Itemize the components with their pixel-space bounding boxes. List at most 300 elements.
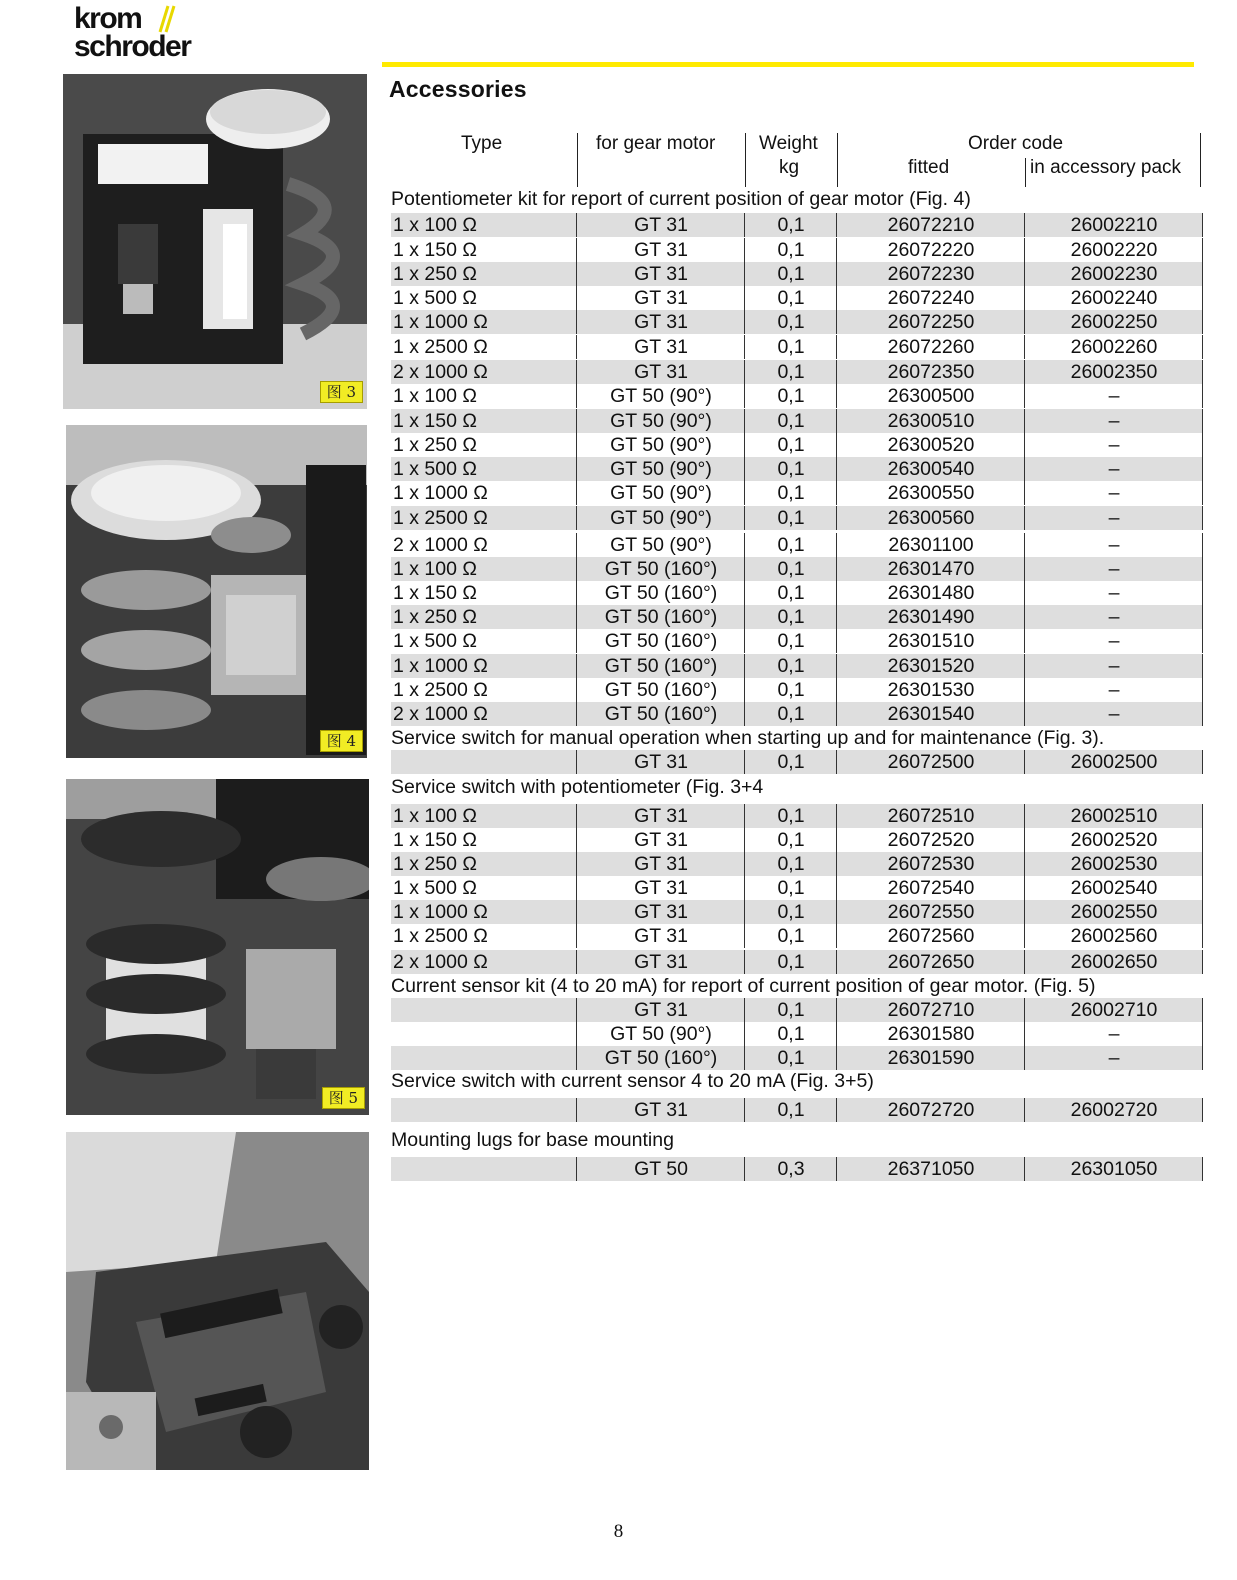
open-housing-photo	[66, 1132, 369, 1470]
cell-order-pack: 26002710	[1070, 999, 1158, 1021]
section-label: Service switch with current sensor 4 to 20 mA (Fig. 3+5)	[391, 1070, 874, 1092]
column-divider	[576, 409, 577, 433]
cell-gear-motor: GT 50 (160°)	[604, 703, 718, 725]
column-divider	[1024, 828, 1025, 852]
cell-gear-motor: GT 31	[634, 336, 688, 358]
column-divider	[744, 950, 745, 974]
column-divider	[744, 876, 745, 900]
column-divider	[744, 481, 745, 505]
column-divider	[1024, 900, 1025, 924]
column-divider	[576, 213, 577, 237]
header-divider	[577, 133, 578, 187]
header-accessory-pack: in accessory pack	[1030, 157, 1182, 178]
cell-type: 2 x 1000 Ω	[393, 361, 488, 383]
cell-gear-motor: GT 50 (90°)	[610, 534, 712, 556]
cell-order-pack: –	[1108, 1023, 1120, 1045]
column-divider	[1202, 1046, 1203, 1070]
cell-weight: 0,1	[777, 458, 805, 480]
column-divider	[836, 238, 837, 262]
cell-order-pack: –	[1108, 606, 1120, 628]
cell-gear-motor: GT 31	[634, 853, 688, 875]
table-row	[391, 262, 1203, 286]
cell-gear-motor: GT 50 (160°)	[604, 679, 718, 701]
krom-schroder-logo	[74, 4, 204, 64]
column-divider	[576, 1046, 577, 1070]
cell-gear-motor: GT 31	[634, 925, 688, 947]
column-divider	[836, 286, 837, 310]
column-divider	[744, 900, 745, 924]
table-row	[391, 409, 1203, 433]
table-row	[391, 335, 1203, 359]
table-row	[391, 924, 1203, 948]
cell-gear-motor: GT 31	[634, 999, 688, 1021]
column-divider	[576, 533, 577, 557]
column-divider	[836, 557, 837, 581]
column-divider	[576, 950, 577, 974]
column-divider	[744, 310, 745, 334]
column-divider	[1202, 678, 1203, 702]
column-divider	[836, 1157, 837, 1181]
cell-type: 1 x 500 Ω	[393, 630, 477, 652]
column-divider	[1024, 286, 1025, 310]
cell-weight: 0,1	[777, 239, 805, 261]
table-row	[391, 804, 1203, 828]
cell-gear-motor: GT 50 (90°)	[610, 1023, 712, 1045]
page-title: Accessories	[389, 76, 527, 102]
column-divider	[744, 360, 745, 384]
cell-order-pack: 26002560	[1070, 925, 1158, 947]
cell-weight: 0,1	[777, 606, 805, 628]
table-row	[391, 629, 1203, 653]
cell-type: 1 x 250 Ω	[393, 606, 477, 628]
cell-order-fitted: 26072710	[887, 999, 975, 1021]
cell-order-fitted: 26072500	[887, 751, 975, 773]
column-divider	[1024, 1046, 1025, 1070]
cell-order-fitted: 26301100	[888, 534, 974, 556]
cell-order-pack: –	[1108, 630, 1120, 652]
column-divider	[576, 335, 577, 359]
cell-order-fitted: 26072560	[887, 925, 975, 947]
cell-order-fitted: 26072530	[887, 853, 975, 875]
cell-type: 2 x 1000 Ω	[393, 534, 488, 556]
cell-gear-motor: GT 50 (90°)	[610, 458, 712, 480]
column-divider	[1202, 262, 1203, 286]
cell-weight: 0,1	[777, 434, 805, 456]
column-divider	[1024, 702, 1025, 726]
cell-gear-motor: GT 31	[634, 901, 688, 923]
column-divider	[1202, 481, 1203, 505]
column-divider	[744, 629, 745, 653]
column-divider	[836, 335, 837, 359]
column-divider	[1024, 581, 1025, 605]
cell-order-pack: 26002510	[1070, 805, 1158, 827]
column-divider	[576, 924, 577, 948]
column-divider	[1202, 533, 1203, 557]
cell-weight: 0,1	[777, 361, 805, 383]
column-divider	[1202, 409, 1203, 433]
column-divider	[1024, 310, 1025, 334]
column-divider	[836, 654, 837, 678]
cell-order-pack: –	[1108, 458, 1120, 480]
section-label: Mounting lugs for base mounting	[391, 1129, 674, 1151]
column-divider	[1202, 950, 1203, 974]
cell-gear-motor: GT 31	[634, 829, 688, 851]
cell-weight: 0,1	[777, 410, 805, 432]
column-divider	[576, 262, 577, 286]
column-divider	[1202, 654, 1203, 678]
column-divider	[1024, 360, 1025, 384]
cell-type: 2 x 1000 Ω	[393, 951, 488, 973]
cell-order-fitted: 26300520	[887, 434, 975, 456]
column-divider	[1024, 654, 1025, 678]
column-divider	[1202, 1022, 1203, 1046]
cell-weight: 0,1	[777, 703, 805, 725]
table-row	[391, 1157, 1203, 1181]
section-label: Service switch with potentiometer (Fig. 3+4	[391, 776, 764, 798]
column-divider	[1024, 678, 1025, 702]
column-divider	[576, 433, 577, 457]
cell-order-pack: 26002250	[1070, 311, 1158, 333]
cell-type: 1 x 150 Ω	[393, 239, 477, 261]
cell-order-pack: 26002230	[1070, 263, 1158, 285]
header-divider	[1200, 133, 1201, 187]
column-divider	[744, 924, 745, 948]
cell-weight: 0,1	[777, 999, 805, 1021]
cell-type: 1 x 100 Ω	[393, 385, 477, 407]
column-divider	[1202, 998, 1203, 1022]
cell-gear-motor: GT 50 (90°)	[610, 434, 712, 456]
cell-order-fitted: 26072250	[887, 311, 975, 333]
column-divider	[1202, 876, 1203, 900]
column-divider	[836, 1046, 837, 1070]
cell-gear-motor: GT 50 (160°)	[604, 1047, 718, 1069]
figure-4-label: 图 4	[320, 730, 363, 752]
table-row	[391, 852, 1203, 876]
column-divider	[1202, 852, 1203, 876]
column-divider	[744, 581, 745, 605]
cell-order-pack: –	[1108, 679, 1120, 701]
table-row	[391, 678, 1203, 702]
cell-order-pack: –	[1108, 1047, 1120, 1069]
cell-type: 1 x 1000 Ω	[393, 482, 488, 504]
logo-word-krom: krom	[74, 2, 142, 35]
cell-gear-motor: GT 50 (160°)	[604, 582, 718, 604]
column-divider	[1024, 998, 1025, 1022]
table-row	[391, 457, 1203, 481]
column-divider	[576, 1022, 577, 1046]
cell-order-fitted: 26072260	[887, 336, 975, 358]
cell-type: 1 x 2500 Ω	[393, 679, 488, 701]
column-divider	[576, 286, 577, 310]
cell-type: 1 x 1000 Ω	[393, 655, 488, 677]
cell-type: 1 x 150 Ω	[393, 829, 477, 851]
cell-type: 1 x 150 Ω	[393, 410, 477, 432]
column-divider	[576, 654, 577, 678]
cell-weight: 0,1	[777, 558, 805, 580]
cell-type: 1 x 100 Ω	[393, 214, 477, 236]
column-divider	[836, 750, 837, 774]
cell-weight: 0,1	[777, 1099, 805, 1121]
cell-gear-motor: GT 31	[634, 1099, 688, 1121]
column-divider	[1202, 605, 1203, 629]
column-divider	[836, 506, 837, 530]
column-divider	[576, 750, 577, 774]
table-row	[391, 828, 1203, 852]
column-divider	[576, 876, 577, 900]
column-divider	[744, 750, 745, 774]
header-divider	[1025, 158, 1026, 187]
column-divider	[836, 213, 837, 237]
table-row	[391, 533, 1203, 557]
cell-order-pack: 26002550	[1070, 901, 1158, 923]
column-divider	[576, 900, 577, 924]
cell-weight: 0,1	[777, 336, 805, 358]
column-divider	[744, 678, 745, 702]
cell-order-pack: –	[1108, 410, 1120, 432]
cell-weight: 0,1	[777, 1023, 805, 1045]
column-divider	[1202, 286, 1203, 310]
cell-weight: 0,1	[777, 582, 805, 604]
table-header	[389, 132, 1204, 188]
column-divider	[836, 1022, 837, 1046]
table-row	[391, 998, 1203, 1022]
cell-gear-motor: GT 31	[634, 805, 688, 827]
column-divider	[1024, 605, 1025, 629]
column-divider	[836, 605, 837, 629]
cell-order-fitted: 26300500	[887, 385, 975, 407]
column-divider	[744, 654, 745, 678]
cell-weight: 0,1	[777, 507, 805, 529]
column-divider	[744, 828, 745, 852]
column-divider	[1024, 924, 1025, 948]
column-divider	[836, 360, 837, 384]
column-divider	[1202, 1157, 1203, 1181]
cell-order-fitted: 26301520	[887, 655, 975, 677]
table-row	[391, 238, 1203, 262]
cell-order-pack: –	[1108, 558, 1120, 580]
cell-gear-motor: GT 31	[634, 311, 688, 333]
cell-order-fitted: 26072650	[887, 951, 975, 973]
cell-order-pack: 26002210	[1070, 214, 1158, 236]
cell-gear-motor: GT 31	[634, 239, 688, 261]
column-divider	[1202, 335, 1203, 359]
table-row	[391, 557, 1203, 581]
cell-order-fitted: 26072510	[887, 805, 975, 827]
column-divider	[1202, 828, 1203, 852]
column-divider	[1024, 950, 1025, 974]
column-divider	[1202, 702, 1203, 726]
column-divider	[576, 702, 577, 726]
cell-order-pack: 26002220	[1070, 239, 1158, 261]
column-divider	[836, 702, 837, 726]
cell-weight: 0,1	[777, 805, 805, 827]
column-divider	[836, 852, 837, 876]
cell-type: 1 x 1000 Ω	[393, 311, 488, 333]
column-divider	[744, 998, 745, 1022]
cell-order-pack: –	[1108, 655, 1120, 677]
cell-type: 1 x 500 Ω	[393, 287, 477, 309]
column-divider	[576, 457, 577, 481]
column-divider	[836, 384, 837, 408]
column-divider	[1024, 557, 1025, 581]
page-number: 8	[613, 1521, 624, 1542]
cell-weight: 0,1	[777, 385, 805, 407]
cell-order-pack: –	[1108, 434, 1120, 456]
cell-weight: 0,1	[777, 925, 805, 947]
column-divider	[576, 605, 577, 629]
column-divider	[836, 481, 837, 505]
table-row	[391, 360, 1203, 384]
cell-weight: 0,3	[777, 1158, 805, 1180]
cell-gear-motor: GT 31	[634, 877, 688, 899]
cell-order-pack: 26002530	[1070, 853, 1158, 875]
header-weight: Weight	[759, 133, 818, 154]
cell-order-pack: –	[1108, 482, 1120, 504]
column-divider	[836, 900, 837, 924]
column-divider	[1024, 457, 1025, 481]
column-divider	[1202, 900, 1203, 924]
cell-order-pack: 26002240	[1070, 287, 1158, 309]
column-divider	[744, 1157, 745, 1181]
column-divider	[836, 1098, 837, 1122]
column-divider	[1024, 1022, 1025, 1046]
cell-type: 2 x 1000 Ω	[393, 703, 488, 725]
column-divider	[744, 262, 745, 286]
cell-gear-motor: GT 31	[634, 951, 688, 973]
column-divider	[836, 457, 837, 481]
cell-weight: 0,1	[777, 214, 805, 236]
column-divider	[836, 533, 837, 557]
cell-weight: 0,1	[777, 829, 805, 851]
cell-order-pack: –	[1108, 385, 1120, 407]
header-weight-unit: kg	[779, 157, 800, 178]
table-row	[391, 702, 1203, 726]
column-divider	[576, 238, 577, 262]
column-divider	[1024, 409, 1025, 433]
column-divider	[744, 286, 745, 310]
table-row	[391, 506, 1203, 530]
cell-gear-motor: GT 50 (90°)	[610, 385, 712, 407]
cell-weight: 0,1	[777, 877, 805, 899]
column-divider	[744, 506, 745, 530]
cell-order-fitted: 26301510	[887, 630, 975, 652]
column-divider	[744, 804, 745, 828]
cell-weight: 0,1	[777, 534, 805, 556]
table-row	[391, 1098, 1203, 1122]
column-divider	[1024, 852, 1025, 876]
cell-weight: 0,1	[777, 1047, 805, 1069]
cell-order-fitted: 26072220	[887, 239, 975, 261]
column-divider	[836, 262, 837, 286]
cell-order-pack: 26301050	[1070, 1158, 1158, 1180]
table-row	[391, 900, 1203, 924]
cell-weight: 0,1	[777, 853, 805, 875]
potentiometer-photo-fig4	[66, 425, 367, 758]
column-divider	[1024, 533, 1025, 557]
table-row	[391, 876, 1203, 900]
cell-weight: 0,1	[777, 655, 805, 677]
cell-order-pack: 26002260	[1070, 336, 1158, 358]
column-divider	[744, 1022, 745, 1046]
column-divider	[1202, 433, 1203, 457]
cell-order-pack: 26002500	[1070, 751, 1158, 773]
column-divider	[1202, 750, 1203, 774]
table-row	[391, 1046, 1203, 1070]
logo-slash-icon	[154, 4, 178, 34]
cell-order-fitted: 26300540	[887, 458, 975, 480]
section-label: Potentiometer kit for report of current position of gear motor (Fig. 4)	[391, 188, 971, 210]
column-divider	[576, 506, 577, 530]
cell-order-fitted: 26072520	[887, 829, 975, 851]
column-divider	[576, 1098, 577, 1122]
cell-order-fitted: 26300510	[887, 410, 975, 432]
cell-order-pack: –	[1108, 507, 1120, 529]
cell-gear-motor: GT 50	[634, 1158, 688, 1180]
section-label: Service switch for manual operation when starting up and for maintenance (Fig. 3).	[391, 727, 1105, 749]
table-row	[391, 433, 1203, 457]
column-divider	[1202, 629, 1203, 653]
column-divider	[576, 581, 577, 605]
column-divider	[576, 310, 577, 334]
cell-order-pack: –	[1108, 703, 1120, 725]
column-divider	[744, 702, 745, 726]
table-row	[391, 654, 1203, 678]
cell-order-fitted: 26301540	[887, 703, 975, 725]
column-divider	[1024, 433, 1025, 457]
column-divider	[1024, 213, 1025, 237]
cell-weight: 0,1	[777, 679, 805, 701]
column-divider	[836, 950, 837, 974]
cell-type: 1 x 150 Ω	[393, 582, 477, 604]
cell-gear-motor: GT 50 (90°)	[610, 507, 712, 529]
table-row	[391, 310, 1203, 334]
cell-type: 1 x 500 Ω	[393, 877, 477, 899]
column-divider	[744, 605, 745, 629]
cell-gear-motor: GT 31	[634, 361, 688, 383]
column-divider	[744, 1046, 745, 1070]
column-divider	[744, 557, 745, 581]
cell-weight: 0,1	[777, 287, 805, 309]
column-divider	[836, 433, 837, 457]
cell-order-fitted: 26072210	[887, 214, 975, 236]
cell-order-fitted: 26371050	[887, 1158, 975, 1180]
column-divider	[744, 238, 745, 262]
cell-gear-motor: GT 31	[634, 287, 688, 309]
table-row	[391, 950, 1203, 974]
figure-5-label: 图 5	[322, 1087, 365, 1109]
column-divider	[836, 998, 837, 1022]
column-divider	[576, 629, 577, 653]
cell-type: 1 x 250 Ω	[393, 263, 477, 285]
column-divider	[1024, 629, 1025, 653]
column-divider	[1024, 481, 1025, 505]
column-divider	[1024, 262, 1025, 286]
column-divider	[1202, 213, 1203, 237]
cell-order-fitted: 26072350	[887, 361, 975, 383]
column-divider	[744, 409, 745, 433]
cell-type: 1 x 1000 Ω	[393, 901, 488, 923]
cell-gear-motor: GT 31	[634, 214, 688, 236]
column-divider	[744, 384, 745, 408]
column-divider	[576, 557, 577, 581]
yellow-header-rule	[382, 62, 1194, 67]
cell-gear-motor: GT 50 (160°)	[604, 630, 718, 652]
cell-type: 1 x 250 Ω	[393, 853, 477, 875]
column-divider	[744, 533, 745, 557]
figure-3-label: 图 3	[320, 381, 363, 403]
table-row	[391, 384, 1203, 408]
header-type: Type	[461, 133, 503, 154]
